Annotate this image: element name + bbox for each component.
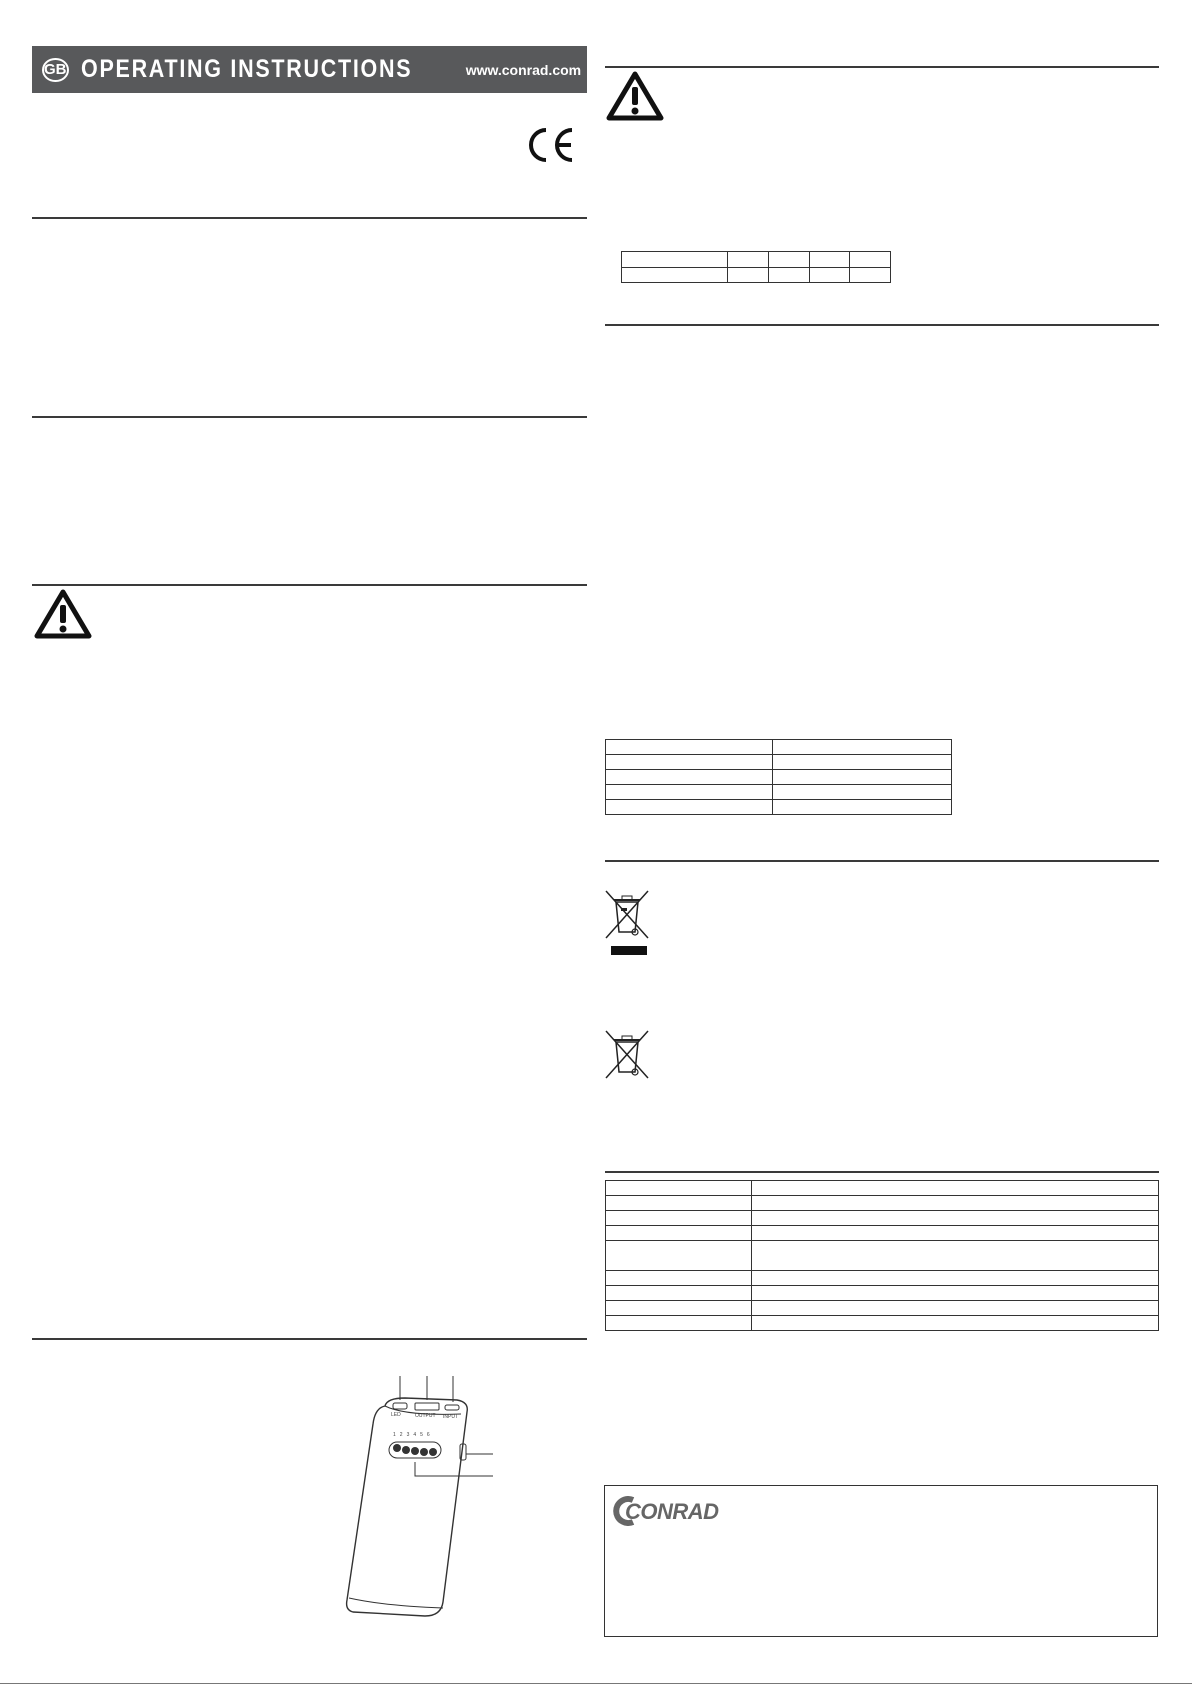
led-number: 2 — [399, 1432, 407, 1438]
table-cell — [752, 1211, 1159, 1226]
led-number: 5 — [420, 1432, 427, 1438]
section-divider — [605, 1171, 1159, 1173]
table-cell — [606, 1226, 752, 1241]
table-cell — [809, 268, 850, 283]
section-divider — [32, 1338, 587, 1340]
led-number: 4 — [413, 1432, 421, 1438]
website-url: www.conrad.com — [465, 61, 582, 78]
table-cell — [809, 252, 850, 268]
conrad-logo — [611, 1496, 731, 1526]
table-cell — [850, 252, 891, 268]
table-cell — [768, 268, 809, 283]
section-divider — [32, 584, 587, 586]
table-cell — [606, 1196, 752, 1211]
table-cell — [752, 1181, 1159, 1196]
table-cell — [606, 800, 773, 815]
indicator-table — [605, 739, 952, 815]
led-port-label: LED — [391, 1412, 401, 1418]
section-divider — [32, 416, 587, 418]
crossed-out-wheelie-bin-icon — [602, 1028, 652, 1080]
table-cell — [752, 1196, 1159, 1211]
table-cell — [768, 252, 809, 268]
output-port-label: OUTPUT — [415, 1413, 436, 1419]
table-cell — [752, 1316, 1159, 1331]
imprint-box — [604, 1485, 1158, 1637]
table-cell — [622, 268, 728, 283]
table-cell — [606, 1301, 752, 1316]
section-divider — [605, 66, 1159, 68]
led-number: 1 — [393, 1432, 400, 1438]
table-cell — [606, 740, 773, 755]
section-divider — [32, 217, 587, 219]
technical-data-table — [605, 1180, 1159, 1331]
table-cell — [606, 1211, 752, 1226]
table-cell — [773, 740, 952, 755]
table-cell — [622, 252, 728, 268]
table-cell — [752, 1286, 1159, 1301]
led-indicator-numbers — [393, 1432, 434, 1438]
table-cell — [606, 1286, 752, 1301]
power-bank-diagram — [345, 1372, 505, 1622]
table-cell — [606, 1316, 752, 1331]
header-bar — [32, 46, 587, 93]
table-cell — [850, 268, 891, 283]
table-cell — [752, 1226, 1159, 1241]
table-cell — [728, 268, 769, 283]
section-divider — [605, 324, 1159, 326]
language-badge: GB — [42, 58, 69, 82]
table-cell — [606, 755, 773, 770]
led-number: 3 — [406, 1432, 414, 1438]
table-cell — [606, 1181, 752, 1196]
conrad-logo-text: CONRAD — [625, 1499, 719, 1524]
table-cell — [752, 1241, 1159, 1271]
table-cell — [606, 1241, 752, 1271]
table-cell — [606, 1271, 752, 1286]
table-cell — [773, 800, 952, 815]
warning-triangle-icon — [605, 70, 665, 122]
input-port-label: INPUT — [443, 1414, 458, 1420]
small-data-table — [621, 251, 891, 283]
table-cell — [752, 1301, 1159, 1316]
table-cell — [773, 785, 952, 800]
table-cell — [773, 755, 952, 770]
table-cell — [606, 770, 773, 785]
section-divider — [605, 860, 1159, 862]
document-title: OPERATING INSTRUCTIONS — [80, 55, 412, 83]
table-cell — [728, 252, 769, 268]
led-number: 6 — [426, 1432, 434, 1438]
ce-mark-icon — [524, 127, 576, 163]
crossed-out-wheelie-bin-icon — [602, 888, 652, 958]
warning-triangle-icon — [33, 588, 93, 640]
page-edge — [0, 1683, 1192, 1684]
table-cell — [773, 770, 952, 785]
table-cell — [606, 785, 773, 800]
table-cell — [752, 1271, 1159, 1286]
